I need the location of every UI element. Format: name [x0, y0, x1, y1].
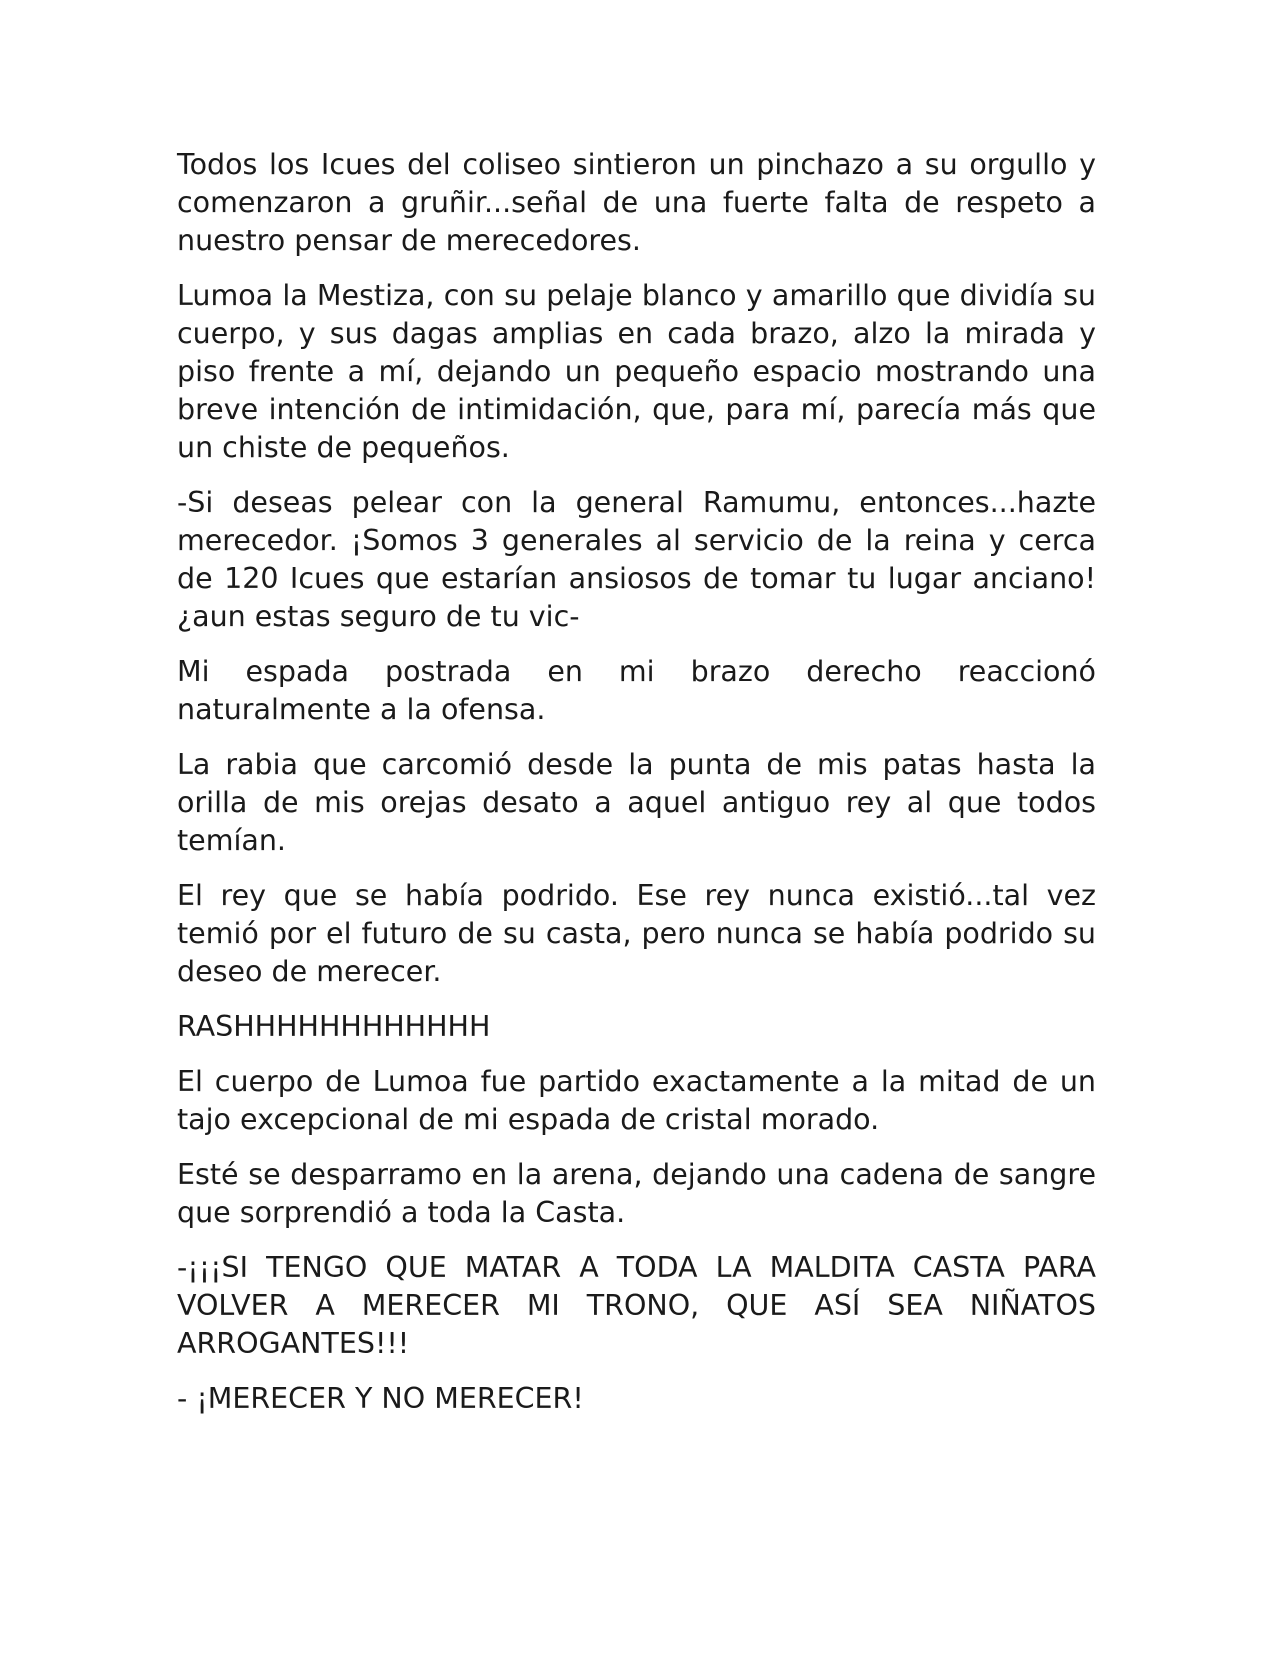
paragraph-5: La rabia que carcomió desde la punta de mis patas hasta la orilla de mis orejas desato a aquel antiguo rey al que todos temían.	[177, 748, 1096, 857]
document-body	[177, 146, 1096, 1435]
paragraph-1: Todos los Icues del coliseo sintieron un pinchazo a su orgullo y comenzaron a gruñir...señal de una fuerte falta de respeto a nuestro pensar de merecedores.	[177, 148, 1096, 257]
paragraph-10: -¡¡¡SI TENGO QUE MATAR A TODA LA MALDITA CASTA PARA VOLVER A MERECER MI TRONO, QUE ASÍ SEA NIÑATOS ARROGANTES!!!	[177, 1251, 1096, 1360]
paragraph-8: El cuerpo de Lumoa fue partido exactamente a la mitad de un tajo excepcional de mi espada de cristal morado.	[177, 1065, 1096, 1136]
paragraph-2: Lumoa la Mestiza, con su pelaje blanco y amarillo que dividía su cuerpo, y sus dagas amplias en cada brazo, alzo la mirada y piso frente a mí, dejando un pequeño espacio mostrando una breve intención de intimidación, que, para mí, parecía más que un chiste de pequeños.	[177, 279, 1096, 464]
paragraph-9: Esté se desparramo en la arena, dejando una cadena de sangre que sorprendió a toda la Casta.	[177, 1158, 1096, 1229]
paragraph-4: Mi espada postrada en mi brazo derecho reaccionó naturalmente a la ofensa.	[177, 655, 1096, 726]
paragraph-7: RASHHHHHHHHHHHH	[177, 1010, 491, 1043]
paragraph-6: El rey que se había podrido. Ese rey nunca existió...tal vez temió por el futuro de su casta, pero nunca se había podrido su deseo de merecer.	[177, 879, 1096, 988]
paragraph-11: - ¡MERECER Y NO MERECER!	[177, 1382, 584, 1415]
paragraph-3: -Si deseas pelear con la general Ramumu, entonces...hazte merecedor. ¡Somos 3 generales al servicio de la reina y cerca de 120 Icues que estarían ansiosos de tomar tu lugar anciano! ¿aun estas seguro de tu vic-	[177, 486, 1096, 633]
